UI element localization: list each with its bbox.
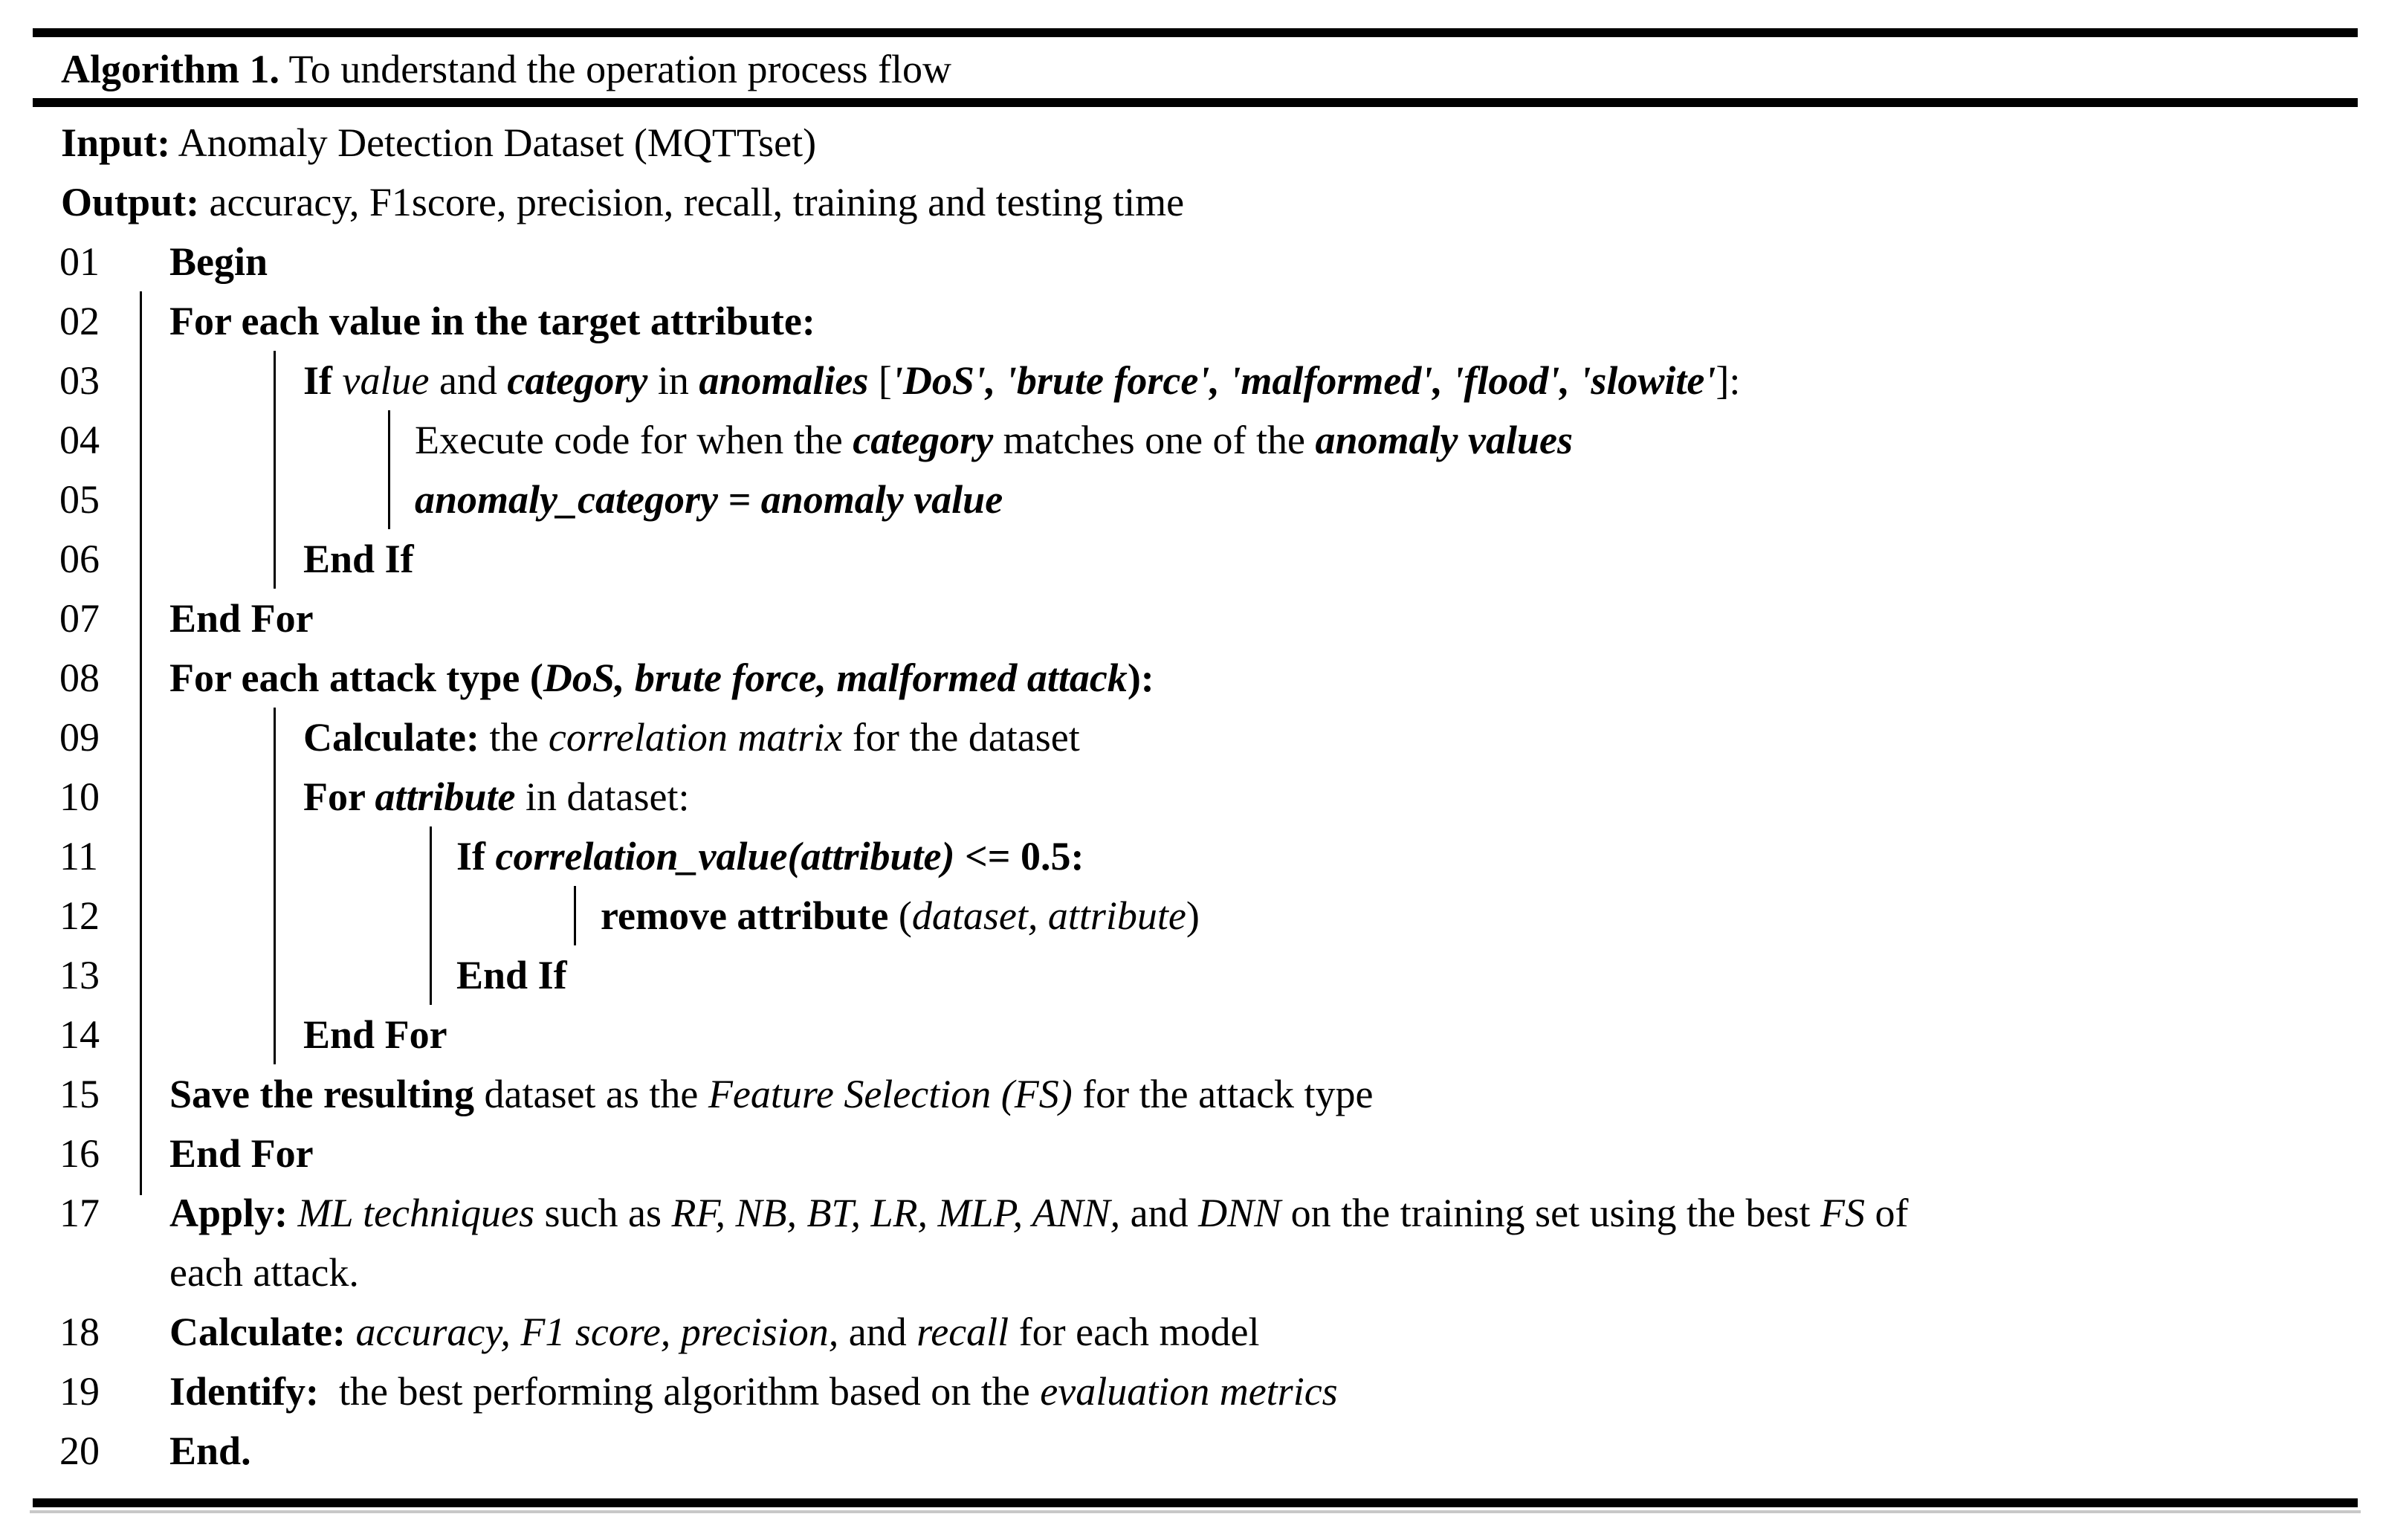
line-segment: dataset as the — [474, 1072, 708, 1116]
algorithm-line — [0, 291, 2383, 351]
line-segment: accuracy, F1 score, precision, — [355, 1310, 839, 1354]
line-number: 17 — [59, 1191, 100, 1235]
indent-bar-for-attribute — [430, 826, 432, 1005]
line-segment: FS — [1820, 1191, 1866, 1235]
line-segment: Calculate: — [169, 1310, 346, 1354]
line-segment: Calculate: — [303, 715, 479, 760]
line-text — [303, 1005, 447, 1064]
line-text — [415, 470, 1003, 529]
line-segment: Identify: — [169, 1369, 319, 1414]
input-label: Input: — [61, 120, 171, 165]
line-number: 14 — [59, 1012, 100, 1057]
line-segment: and — [838, 1310, 917, 1354]
line-segment: If — [303, 358, 343, 403]
line-segment: the — [479, 715, 549, 760]
algorithm-line — [0, 1005, 2383, 1064]
line-number: 04 — [59, 418, 100, 462]
line-segment: End If — [456, 953, 567, 997]
algorithm-line-continuation — [0, 1243, 2383, 1302]
line-segment: dataset, attribute — [911, 893, 1186, 938]
line-text — [601, 886, 1200, 945]
line-number: 10 — [59, 774, 100, 819]
line-text — [169, 1124, 314, 1183]
algorithm-line — [0, 351, 2383, 410]
line-segment: category — [507, 358, 648, 403]
line-segment: matches one of the — [993, 418, 1316, 462]
line-segment: evaluation metrics — [1040, 1369, 1338, 1414]
line-segment — [288, 1191, 298, 1235]
line-segment: End For — [169, 596, 314, 641]
line-segment: in dataset: — [515, 774, 690, 819]
algorithm-line — [0, 1362, 2383, 1421]
line-text — [169, 1302, 1260, 1362]
line-segment: category — [853, 418, 994, 462]
line-number: 11 — [59, 834, 98, 879]
line-segment: Feature Selection (FS) — [708, 1072, 1073, 1116]
line-segment: For each attack type ( — [169, 656, 543, 700]
indent-bar-level1-a — [140, 291, 142, 1195]
line-segment: and — [429, 358, 508, 403]
line-text — [169, 589, 314, 648]
line-segment: anomaly_category = anomaly value — [415, 477, 1003, 522]
line-segment: Execute code for when the — [415, 418, 853, 462]
line-segment: End For — [303, 1012, 447, 1057]
line-segment — [346, 1310, 356, 1354]
line-segment: If — [456, 834, 496, 879]
algorithm-line — [0, 470, 2383, 529]
line-segment: Begin — [169, 239, 268, 284]
line-number: 20 — [59, 1429, 100, 1473]
algorithm-line — [0, 232, 2383, 291]
output-row — [0, 172, 2383, 232]
top-rule — [33, 28, 2358, 37]
line-number: 03 — [59, 358, 100, 403]
line-segment: recall — [916, 1310, 1009, 1354]
algorithm-line — [0, 529, 2383, 589]
line-segment: ( — [888, 893, 912, 938]
line-text — [303, 767, 689, 826]
indent-bar-if-corr — [574, 886, 576, 945]
line-text — [415, 410, 1573, 470]
line-segment: ) — [1186, 893, 1200, 938]
line-text — [169, 1421, 251, 1481]
line-text — [456, 945, 567, 1005]
line-text — [303, 351, 1740, 410]
algorithm-line — [0, 1183, 2383, 1243]
line-number: 09 — [59, 715, 100, 760]
algorithm-line — [0, 945, 2383, 1005]
line-number: 18 — [59, 1310, 100, 1354]
line-segment: in — [647, 358, 699, 403]
line-segment: ]: — [1716, 358, 1741, 403]
line-number: 15 — [59, 1072, 100, 1116]
line-segment: Save the resulting — [169, 1072, 475, 1116]
line-segment: for the attack type — [1072, 1072, 1374, 1116]
line-segment: and — [1120, 1191, 1199, 1235]
line-segment: 'DoS', 'brute force', 'malformed', 'flood', 'slowite' — [891, 358, 1716, 403]
line-number: 08 — [59, 656, 100, 700]
line-segment: [ — [868, 358, 892, 403]
line-segment: anomalies — [699, 358, 869, 403]
line-segment: End If — [303, 537, 414, 581]
algorithm-line — [0, 410, 2383, 470]
bottom-rule-shadow — [30, 1510, 2361, 1513]
line-text — [169, 648, 1154, 708]
line-segment: for each model — [1009, 1310, 1260, 1354]
algorithm-line — [0, 767, 2383, 826]
algorithm-line — [0, 589, 2383, 648]
algorithm-line — [0, 1302, 2383, 1362]
line-segment: For each value in the target attribute: — [169, 299, 815, 343]
line-text — [169, 232, 268, 291]
title-label: Algorithm 1. — [61, 47, 279, 91]
line-segment: DNN — [1198, 1191, 1281, 1235]
line-number: 16 — [59, 1131, 100, 1176]
bottom-rule — [33, 1498, 2358, 1507]
line-number: 12 — [59, 893, 100, 938]
line-text — [169, 1064, 1374, 1124]
line-text — [456, 826, 1084, 886]
line-number: 13 — [59, 953, 100, 997]
algorithm-line — [0, 1421, 2383, 1481]
line-number: 01 — [59, 239, 100, 284]
output-label: Output: — [61, 180, 200, 224]
algorithm-line — [0, 648, 2383, 708]
algorithm-line — [0, 708, 2383, 767]
line-text — [169, 291, 815, 351]
line-segment: End. — [169, 1429, 251, 1473]
line-segment: attribute — [375, 774, 516, 819]
line-segment: <= 0.5: — [954, 834, 1084, 879]
line-segment: remove attribute — [601, 893, 889, 938]
line-segment: the best performing algorithm based on the — [319, 1369, 1041, 1414]
line-segment: ML techniques — [297, 1191, 535, 1235]
line-text — [169, 1362, 1338, 1421]
line-text — [303, 708, 1080, 767]
line-segment: for the dataset — [842, 715, 1080, 760]
line-segment: ): — [1127, 656, 1154, 700]
line-number: 06 — [59, 537, 100, 581]
line-segment: on the training set using the best — [1281, 1191, 1821, 1235]
line-segment: DoS, brute force, malformed attack — [543, 656, 1128, 700]
line-segment: For — [303, 774, 375, 819]
input-text: Anomaly Detection Dataset (MQTTset) — [170, 120, 817, 165]
line-text: each attack. — [169, 1250, 359, 1295]
line-number: 07 — [59, 596, 100, 641]
algorithm-line — [0, 1124, 2383, 1183]
line-segment: of — [1865, 1191, 1909, 1235]
output-line — [61, 172, 1184, 232]
algorithm-line — [0, 886, 2383, 945]
title-rule — [33, 98, 2358, 107]
line-number: 02 — [59, 299, 100, 343]
indent-bar-for-attack — [274, 708, 276, 1064]
line-segment: correlation matrix — [548, 715, 843, 760]
line-segment: anomaly values — [1315, 418, 1574, 462]
line-text — [303, 529, 414, 589]
input-line — [61, 113, 816, 172]
title-text: To understand the operation process flow — [279, 47, 951, 91]
line-number: 19 — [59, 1369, 100, 1414]
indent-bar-if-block — [274, 351, 276, 589]
algorithm-line — [0, 826, 2383, 886]
algorithm-title — [61, 43, 951, 95]
algorithm-line — [0, 1064, 2383, 1124]
line-segment: RF, NB, BT, LR, MLP, ANN, — [671, 1191, 1121, 1235]
line-segment: such as — [534, 1191, 672, 1235]
line-segment: value — [342, 358, 430, 403]
line-text — [169, 1183, 1909, 1243]
indent-bar-if-body — [388, 410, 390, 529]
line-segment: Apply: — [169, 1191, 288, 1235]
line-segment: End For — [169, 1131, 314, 1176]
line-segment: correlation_value(attribute) — [495, 834, 955, 879]
line-number: 05 — [59, 477, 100, 522]
input-row — [0, 113, 2383, 172]
output-text: accuracy, F1score, precision, recall, training and testing time — [199, 180, 1185, 224]
